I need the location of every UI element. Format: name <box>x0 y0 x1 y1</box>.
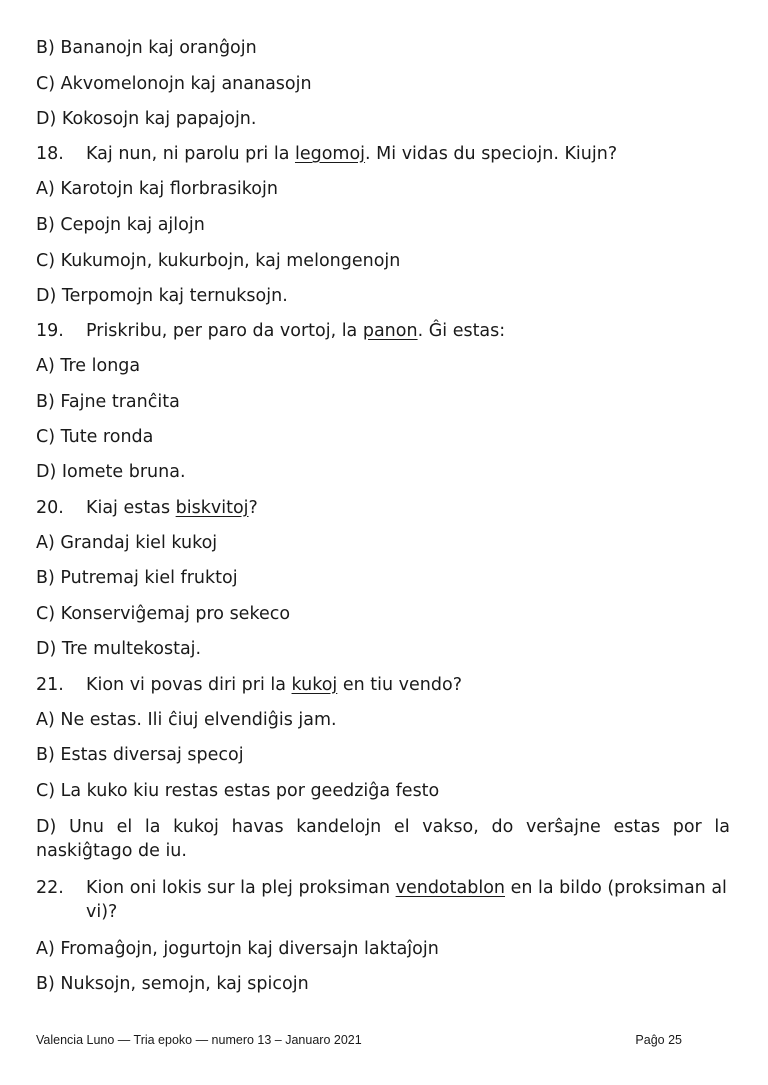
question-number: 19. <box>36 321 64 341</box>
question-number: 21. <box>36 675 64 695</box>
question-text: Kion vi povas diri pri la <box>86 675 292 695</box>
question-text: Kiaj estas <box>86 498 176 518</box>
option-line: A) Ne estas. Ili ĉiuj elvendiĝis jam. <box>36 710 337 730</box>
question-20 <box>36 496 730 520</box>
option-line: D) Terpomojn kaj ternuksojn. <box>36 286 288 306</box>
underlined-term: panon <box>362 321 418 341</box>
page-footer <box>36 1032 682 1048</box>
question-22 <box>36 876 730 924</box>
question-text: . Ĝi estas: <box>417 321 506 341</box>
option-line: C) Kukumojn, kukurbojn, kaj melongenojn <box>36 251 401 271</box>
question-text: Kaj nun, ni parolu pri la <box>86 144 295 164</box>
underlined-term: biskvitoj <box>175 498 249 518</box>
footer-publication: Valencia Luno — Tria epoko — numero 13 – Januaro 2021 <box>36 1033 362 1047</box>
option-line: D) Unu el la kukoj havas kandelojn el vakso, do verŝajne estas por la naskiĝtago de iu. <box>36 817 730 861</box>
question-text: en la bildo (proksiman al vi)? <box>86 878 727 922</box>
option-line: A) Karotojn kaj florbrasikojn <box>36 179 278 199</box>
option-line: A) Tre longa <box>36 356 141 376</box>
footer-page-number: Paĝo 25 <box>635 1033 682 1047</box>
option-line: D) Tre multekostaj. <box>36 639 202 659</box>
question-text: en tiu vendo? <box>337 675 462 695</box>
option-line: D) Kokosojn kaj papajojn. <box>36 109 257 129</box>
option-line: B) Estas diversaj specoj <box>36 745 244 765</box>
question-text: ? <box>248 498 258 518</box>
question-19 <box>36 319 730 343</box>
option-line: C) Konserviĝemaj pro sekeco <box>36 604 291 624</box>
option-line: B) Bananojn kaj oranĝojn <box>36 38 257 58</box>
question-text: Kion oni lokis sur la plej proksiman <box>86 878 396 898</box>
underlined-term: kukoj <box>291 675 338 695</box>
option-line: A) Grandaj kiel kukoj <box>36 533 218 553</box>
question-21 <box>36 673 730 697</box>
option-line: D) Iomete bruna. <box>36 462 186 482</box>
option-line: B) Fajne tranĉita <box>36 392 180 412</box>
question-text-block <box>86 876 730 924</box>
question-text: Priskribu, per paro da vortoj, la <box>86 321 363 341</box>
question-18 <box>36 142 730 166</box>
underlined-term: vendotablon <box>395 878 505 898</box>
question-text: . Mi vidas du speciojn. Kiujn? <box>365 144 618 164</box>
question-number: 20. <box>36 498 64 518</box>
option-line: C) La kuko kiu restas estas por geedziĝa festo <box>36 781 440 801</box>
option-line: B) Putremaj kiel fruktoj <box>36 568 238 588</box>
underlined-term: legomoj <box>294 144 366 164</box>
option-line: B) Cepojn kaj ajlojn <box>36 215 205 235</box>
option-line: B) Nuksojn, semojn, kaj spicojn <box>36 974 309 994</box>
option-line: A) Fromaĝojn, jogurtojn kaj diversajn laktaĵojn <box>36 939 439 959</box>
question-number: 22. <box>36 878 64 898</box>
option-line: C) Akvomelonojn kaj ananasojn <box>36 74 312 94</box>
question-number: 18. <box>36 144 64 164</box>
option-line: C) Tute ronda <box>36 427 154 447</box>
